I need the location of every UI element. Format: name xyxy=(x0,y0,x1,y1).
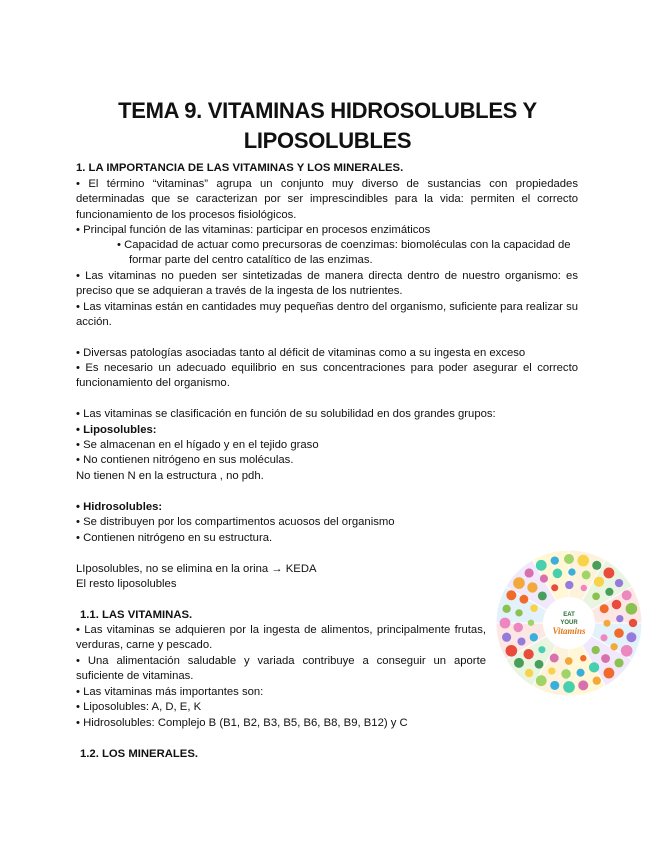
vitamin-food-wheel-image xyxy=(494,548,644,698)
food-item-icon xyxy=(550,681,559,690)
title-line-2: LIPOSOLUBLES xyxy=(243,128,412,153)
food-item-icon xyxy=(561,669,571,679)
food-item-icon xyxy=(622,590,632,600)
food-item-icon xyxy=(506,645,518,657)
hidrosolubles-item-1: • Se distribuyen por los compartimentos acuosos del organismo xyxy=(76,516,395,528)
food-item-icon xyxy=(527,582,537,592)
food-item-icon xyxy=(601,654,610,663)
food-item-icon xyxy=(550,654,559,663)
food-item-icon xyxy=(538,646,545,653)
food-item-icon xyxy=(603,568,614,579)
food-item-icon xyxy=(525,669,533,677)
food-item-icon xyxy=(615,579,623,587)
food-item-icon xyxy=(603,620,610,627)
note-resto: El resto liposolubles xyxy=(76,578,177,590)
liposolubles-heading: • Liposolubles: xyxy=(76,424,157,436)
paragraph-vitaminas-importantes: • Las vitaminas más importantes son: xyxy=(76,686,264,698)
food-item-icon xyxy=(610,643,617,650)
food-item-icon xyxy=(565,581,573,589)
food-item-icon xyxy=(525,568,534,577)
section-1-2-heading: 1.2. LOS MINERALES. xyxy=(80,748,199,760)
food-item-icon xyxy=(568,568,575,575)
food-item-icon xyxy=(553,569,563,579)
food-item-icon xyxy=(548,667,555,674)
note-liposolubles-orina: LIposolubles, no se elimina en la orina → KEDA xyxy=(76,563,317,575)
food-item-icon xyxy=(626,632,636,642)
food-item-icon xyxy=(577,669,585,677)
food-item-icon xyxy=(612,600,622,610)
food-item-icon xyxy=(506,590,516,600)
food-item-icon xyxy=(600,634,607,641)
food-item-icon xyxy=(530,633,538,641)
list-liposolubles: • Liposolubles: A, D, E, K xyxy=(76,701,202,713)
list-hidrosolubles: • Hidrosolubles: Complejo B (B1, B2, B3, B5, B6, B8, B9, B12) y C xyxy=(76,717,408,729)
food-item-icon xyxy=(563,681,575,693)
food-item-icon xyxy=(582,571,591,580)
hidrosolubles-heading: • Hidrosolubles: xyxy=(76,501,163,513)
paragraph-clasificacion: • Las vitaminas se clasificación en función de su solubilidad en dos grandes grupos: xyxy=(76,408,496,420)
food-item-icon xyxy=(536,560,547,571)
food-item-icon xyxy=(616,615,623,622)
food-item-icon xyxy=(551,556,559,564)
liposolubles-item-1: • Se almacenan en el hígado y en el tejido graso xyxy=(76,439,319,451)
food-item-icon xyxy=(551,584,558,591)
paragraph-ingesta-alimentos: • Las vitaminas se adquieren por la ingesta de alimentos, principalmente frutas, verduras, carne y pescado. xyxy=(76,624,486,652)
paragraph-patologias: • Diversas patologías asociadas tanto al déficit de vitaminas como a su ingesta en exceso xyxy=(76,347,526,359)
food-item-icon xyxy=(528,620,534,626)
food-item-icon xyxy=(578,680,588,690)
food-item-icon xyxy=(502,605,510,613)
food-item-icon xyxy=(540,575,548,583)
food-item-icon xyxy=(605,588,613,596)
food-item-icon xyxy=(513,577,525,589)
food-item-icon xyxy=(577,555,589,567)
food-item-icon xyxy=(626,603,638,615)
food-item-icon xyxy=(593,677,601,685)
liposolubles-note: No tienen N en la estructura , no pdh. xyxy=(76,470,264,482)
food-item-icon xyxy=(515,609,522,616)
title-line-1: TEMA 9. VITAMINAS HIDROSOLUBLES Y xyxy=(118,98,537,123)
food-item-icon xyxy=(519,595,528,604)
food-item-icon xyxy=(603,668,614,679)
food-item-icon xyxy=(589,662,599,672)
liposolubles-item-2: • No contienen nitrógeno en sus moléculas. xyxy=(76,454,294,466)
section-1-1-heading: 1.1. LAS VITAMINAS. xyxy=(80,609,193,621)
food-item-icon xyxy=(592,561,601,570)
food-item-icon xyxy=(614,628,624,638)
wheel-center-text-2: YOUR xyxy=(560,620,578,626)
food-item-icon xyxy=(564,554,574,564)
section-1-heading: 1. LA IMPORTANCIA DE LAS VITAMINAS Y LOS MINERALES. xyxy=(76,162,404,174)
food-item-icon xyxy=(502,633,511,642)
paragraph-cantidades: • Las vitaminas están en cantidades muy pequeñas dentro del organismo, suficiente para realizar su acción. xyxy=(76,301,578,329)
food-item-icon xyxy=(565,657,573,665)
wheel-center-text-3: Vitamins xyxy=(552,626,586,636)
food-item-icon xyxy=(600,604,609,613)
food-item-icon xyxy=(594,577,604,587)
wheel-center-text-1: EAT xyxy=(563,612,575,618)
food-item-icon xyxy=(621,645,633,657)
food-item-icon xyxy=(614,658,623,667)
food-item-icon xyxy=(536,675,547,686)
hidrosolubles-item-2: • Contienen nitrógeno en su estructura. xyxy=(76,532,273,544)
food-item-icon xyxy=(592,646,600,654)
document-title xyxy=(60,96,595,156)
paragraph-no-sintetizadas: • Las vitaminas no pueden ser sintetizadas de manera directa dentro de nuestro organismo: es preciso que se adquieran a través de la ingesta de los nutrientes. xyxy=(76,270,578,298)
food-item-icon xyxy=(581,585,587,591)
food-item-icon xyxy=(513,623,523,633)
food-item-icon xyxy=(629,619,637,627)
paragraph-vitaminas-definition: • El término “vitaminas” agrupa un conjunto muy diverso de sustancias con propiedades determinadas que se caracterizan por ser imprescindibles para la vida: permiten el correcto funcionamiento de los procesos fisiológicos. xyxy=(76,178,578,221)
food-item-icon xyxy=(592,592,600,600)
food-item-icon xyxy=(535,660,544,669)
paragraph-alimentacion-saludable: • Una alimentación saludable y variada contribuye a conseguir un aporte suficiente de vitaminas. xyxy=(76,655,486,683)
food-item-icon xyxy=(580,655,586,661)
food-item-icon xyxy=(514,658,524,668)
food-item-icon xyxy=(538,591,547,600)
paragraph-equilibrio: • Es necesario un adecuado equilibrio en sus concentraciones para poder asegurar el correcto funcionamiento del organismo. xyxy=(76,362,578,390)
food-item-icon xyxy=(530,604,538,612)
paragraph-principal-funcion: • Principal función de las vitaminas: participar en procesos enzimáticos xyxy=(76,224,431,236)
paragraph-coenzimas: • Capacidad de actuar como precursoras de coenzimas: biomoléculas con la capacidad de formar parte del centro catalítico de las enzimas. xyxy=(117,239,571,267)
food-item-icon xyxy=(517,637,525,645)
food-item-icon xyxy=(500,618,511,629)
food-item-icon xyxy=(523,649,533,659)
